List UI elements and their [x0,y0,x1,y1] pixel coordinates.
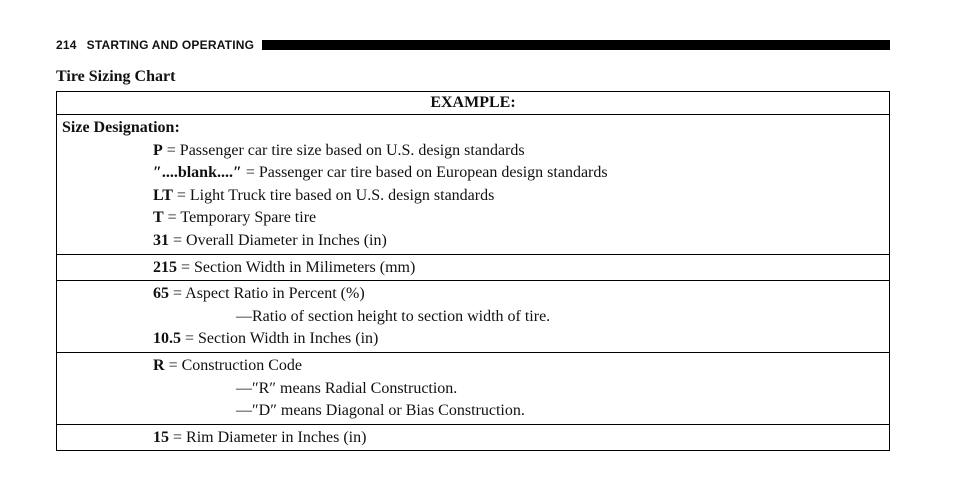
table-row [57,400,889,423]
table-section [57,353,889,425]
table-section [57,115,889,255]
size-code: P [153,141,163,159]
table-heading: EXAMPLE: [57,92,889,115]
table-row [57,427,889,450]
size-code: 65 [153,285,169,303]
size-code: 31 [153,231,169,249]
header-rule [262,40,890,50]
tire-sizing-table [56,91,890,451]
size-description: = Section Width in Milimeters (mm) [177,258,416,276]
size-description: = Construction Code [164,356,303,374]
table-section [57,281,889,353]
size-code: 15 [153,428,169,446]
size-description: = Temporary Spare tire [163,209,317,227]
page-header [56,38,890,52]
size-description: = Light Truck tire based on U.S. design standards [172,186,495,204]
size-code: 10.5 [153,330,181,348]
size-description: = Passenger car tire size based on U.S. design standards [162,141,525,159]
table-row [57,257,889,280]
size-description: = Overall Diameter in Inches (in) [169,231,387,249]
page-number: 214 [56,38,77,52]
table-body [57,115,889,450]
table-row [57,230,889,253]
table-row [57,378,889,401]
chart-title: Tire Sizing Chart [56,68,176,85]
size-description: = Rim Diameter in Inches (in) [169,428,367,446]
table-row [57,355,889,378]
size-description: = Section Width in Inches (in) [181,330,379,348]
table-row [57,162,889,185]
size-description: = Passenger car tire based on European design standards [241,164,608,182]
table-row [57,283,889,306]
table-section [57,425,889,451]
table-row [57,185,889,208]
table-row [57,328,889,351]
table-row [57,140,889,163]
size-code: R [153,356,165,374]
table-section [57,255,889,282]
size-code: T [153,209,164,227]
table-row [57,306,889,329]
size-description: —Ratio of section height to section width of tire. [236,307,551,325]
size-description: —″R″ means Radial Construction. [236,379,458,397]
size-description: —″D″ means Diagonal or Bias Construction. [236,402,525,420]
size-description: = Aspect Ratio in Percent (%) [169,285,365,303]
size-code: ″....blank....″ [153,164,242,182]
section-title: STARTING AND OPERATING [86,38,255,52]
table-row [57,207,889,230]
size-designation-label: Size Designation: [62,119,180,136]
size-code: 215 [153,258,177,276]
size-code: LT [153,186,173,204]
